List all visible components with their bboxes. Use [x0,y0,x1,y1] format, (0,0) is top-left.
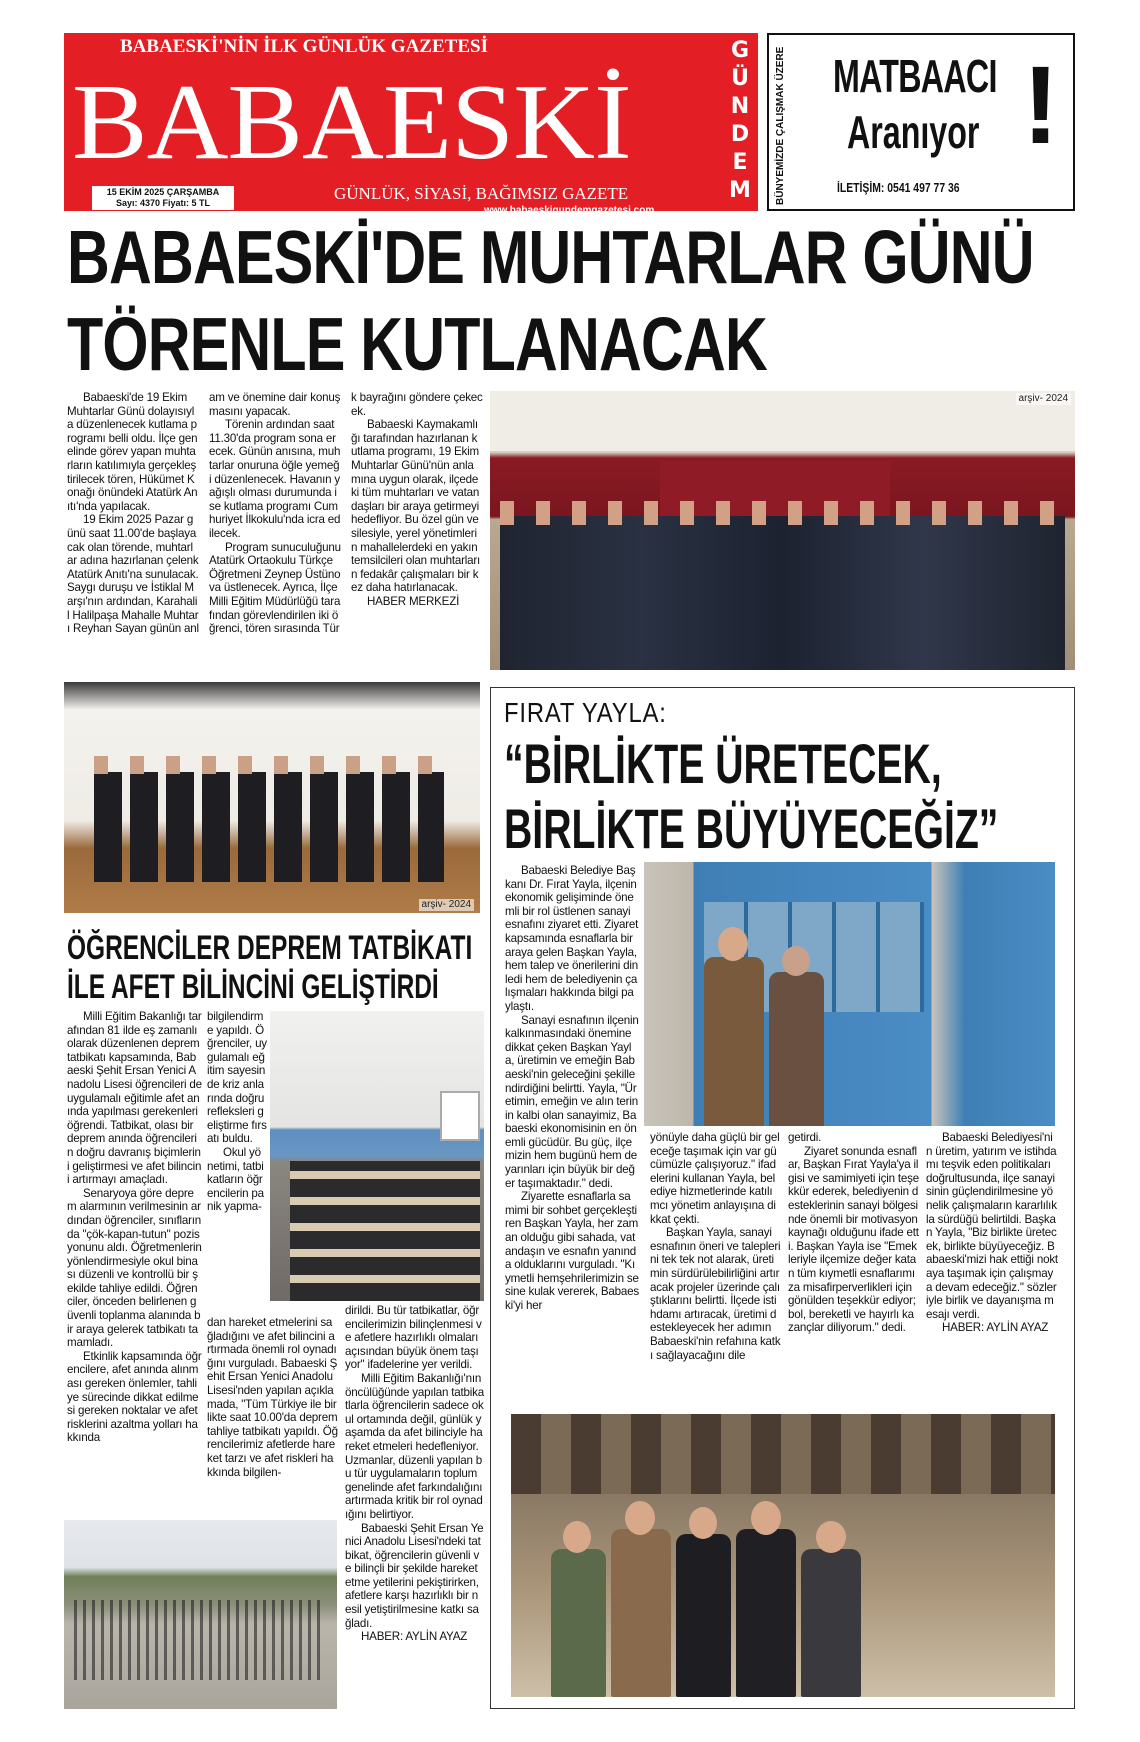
article2-col3 [345,1304,484,1644]
paragraph: Babaeski Şehit Ersan Yenici Anadolu Lisesi'ndeki tatbikat, öğrencilerin güvenli ve bilinçli bir şekilde hareket etme yetilerini pekiştirirken, afetlere karşı hazırlıklı bir nesil yetiştirilmesine katkı sağladı. [345,1521,484,1630]
paragraph: dirildi. Bu tür tatbikatlar, öğrencilerimizin bilinçlenmesi ve afetlere hazırlıklı olmaları açısından büyük önem taşıyor" ifadelerine yer verildi. [345,1304,482,1372]
mayor-visit-photo [644,862,1055,1126]
paragraph: Program sunuculuğunu Atatürk Ortaokulu Türkçe Öğretmeni Zeynep Üstünova üstlenecek. Ayrıca, İlçe Milli Eğitim Müdürlüğü tarafından görevlendirilen iki öğrenci, tören sırasında Türk bayrağını göndere çekecek. [209,391,483,636]
deprem-headline [67,929,472,1007]
headline-line: TÖRENLE KUTLANACAK [67,302,768,386]
photo-caption: arşiv- 2024 [419,899,474,911]
muhtars-group-photo [490,391,1075,670]
ad-vertical-text: BÜNYEMİZDE ÇALIŞMAK ÜZERE [775,46,786,205]
ceremony-photo [64,682,480,913]
paragraph: yönüyle daha güçlü bir geleceğe taşımak için var gücümüzle çalışıyoruz." ifadelerini kullanan Yayla, belediye hizmetlerinde katılımcı yönetim anlayışına dikkat çekti. [650,1131,780,1226]
job-ad [767,33,1075,211]
exclamation-mark: ! [1022,44,1059,167]
paragraph: Başkan Yayla, sanayi esnafının öneri ve taleplerini tek tek not alarak, üretimin sürdürülebilirliğini artıracak projeler üzerinde çalıştıklarını belirtti. İlçede istihdamı artıracak, üretimi destekleyecek her adımın Babaeski'nin refahına katkı sağlayacağını dile [650,1226,781,1362]
paragraph: getirdi. [788,1131,822,1144]
logo-letter: M [729,178,751,203]
article3-col2 [650,1131,781,1362]
article2-col1 [67,1010,202,1445]
workshop-group-photo [511,1414,1055,1697]
main-headline [67,214,1034,388]
article2-col2-narrow [207,1010,267,1214]
paragraph: Ziyarette esnaflarla samimi bir sohbet gerçekleştiren Başkan Yayla, her zaman olduğu gibi sahada, vatandaşın ve esnafın yanında olduklarını vurguladı. "Kıymetli hemşehrilerimizin sesine kulak vererek, Babaeski'yi her [505,1190,639,1312]
paragraph: Babaeski Belediyesi'nin üretim, yatırım ve istihdamı teşvik eden politikaları doğrultusunda, ilçe sanayisinin güçlendirilmesine yönelik çalışmaların kararlılıkla sürdüğü belirtildi. Başkan Yayla, "Biz birlikte üretecek, birlikte büyüyeceğiz. Babaeski'mizi hak ettiği noktaya taşımak için çalışmaya devam edeceğiz." sözleriyle birlik ve dayanışma mesajı verdi. [926,1131,1058,1321]
masthead [64,33,758,216]
paragraph: bilgilendirme yapıldı. Öğrenciler, uygulamalı eğitim sayesinde kriz anlarında doğru refleksleri geliştirme fırsatı buldu. [207,1010,267,1146]
paragraph: Milli Eğitim Bakanlığı'nın öncülüğünde yapılan tatbikatlarla öğrencilerin sadece okul ortamında değil, günlük yaşamda da afet bilinciyle hareket etmeleri hedefleniyor. Uzmanlar, düzenli yapılan bu tür uygulamaların toplum genelinde afet farkındalığını artırmada kritik bir rol oynadığını belirtiyor. [345,1371,484,1521]
ad-contact: İLETİŞİM: 0541 497 77 36 [837,180,960,195]
byline: HABER: AYLİN AYAZ [361,1630,468,1644]
issue-date: 15 EKİM 2025 ÇARŞAMBA [106,187,220,197]
paragraph: Okul yönetimi, tatbikatların öğrencilerin panik yapma- [207,1145,264,1214]
ad-subtitle: Aranıyor [847,106,980,158]
paragraph: Babaeski Belediye Başkanı Dr. Fırat Yayla, ilçenin ekonomik gelişiminde önemli bir rol üstlenen sanayi esnafını ziyaret etti. Ziyaret kapsamında esnaflarla bir araya gelen Başkan Yayla, hem talep ve önerilerini dinledi hem de belediyenin çalışmaları hakkında bilgi paylaştı. [505,864,639,1013]
paragraph: Senaryoya göre deprem alarmının verilmesinin ardından öğrenciler, sınıflarında "çök-kapan-tutun" pozisyonunu aldı. Öğretmenlerin yönlendirmesiyle okul binası düzenli ve kontrollü bir şekilde tahliye edildi. Öğrenciler, önceden belirlenen güvenli toplanma alanında bir araya gelerek tatbikatı tamamladı. [67,1186,202,1350]
paragraph: Babaeski Kaymakamlığı tarafından hazırlanan kutlama programı, 19 Ekim Muhtarlar Günü'nün anlamına uygun olarak, ilçedeki tüm muhtarları ve vatandaşları bir araya getirmeyi hedefliyor. Bu özel gün vesilesiyle, yerel yönetimlerin mahallelerdeki en yakın temsilcileri olan muhtarların fedakâr çalışmaları bir kez daha hatırlanacak. [351,418,481,595]
logo-letter: Ü [731,66,749,91]
issue-number-price: Sayı: 4370 Fiyatı: 5 TL [115,198,211,208]
byline: HABER MERKEZİ [367,594,460,608]
logo-letter: G [730,38,750,63]
byline: HABER: AYLİN AYAZ [942,1321,1049,1335]
paragraph: Milli Eğitim Bakanlığı tarafından 81 ilde eş zamanlı olarak düzenlenen deprem tatbikatı kapsamında, Babaeski Şehit Ersan Yenici Anadolu Lisesi öğrencileri de uygulamalı eğitimle afet anında yapılması gerekenleri öğrendi. Tatbikat, olası bir deprem anında öğrencilerin doğru davranış biçimlerini geliştirmesi ve afet bilincini artırmayı amaçladı. [67,1010,202,1187]
headline-line: BİRLİKTE BÜYÜYECEĞİZ” [504,796,999,860]
headline-line: İLE AFET BİLİNCİNİ GELİŞTİRDİ [67,968,439,1006]
article3-col1 [505,864,639,1313]
website-link[interactable]: www.babaeskigundemgazetesi.com [484,205,655,216]
paragraph: Ziyaret sonunda esnaflar, Başkan Fırat Yayla'ya ilgisi ve samimiyeti için teşekkür ederek, belediyenin desteklerinin sanayi bölgesinde önemli bir motivasyon kaynağı olduğunu ifade etti. Başkan Yayla ise "Emekleriyle ilçemize değer katan tüm kıymetli esnaflarımıza misafirperverlikleri için gönülden teşekkür ediyor; bol, bereketli ve hayırlı kazançlar diliyorum." dedi. [788,1144,919,1335]
masthead-tagline: BABAESKİ'NİN İLK GÜNLÜK GAZETESİ [120,36,488,57]
date-box [92,186,234,210]
article-kicker: FIRAT YAYLA: [504,697,667,728]
photo-caption: arşiv- 2024 [1016,393,1071,405]
article1-body [67,391,483,636]
article3-col3 [788,1131,919,1335]
paragraph: Sanayi esnafının ilçenin kalkınmasındaki önemine dikkat çeken Başkan Yayla, üretimin ve emeğin Babaeski'nin geleceğini şekillendirdiğini belirtti. Yayla, "Üretimin, emeğin ve alın terinin kalbi olan sanayimiz, Babaeski ekonomisinin en önemli gücüdür. Bu güç, ilçemizin hem bugünü hem de yarınları için büyük bir değer taşımaktadır." dedi. [505,1013,639,1190]
paragraph: Etkinlik kapsamında öğrencilere, afet anında alınması gereken önlemler, tahliye sürecinde dikkat edilmesi gereken noktalar ve afet risklerini azaltma yolları hakkında [67,1349,202,1445]
headline-line: BABAESKİ'DE MUHTARLAR GÜNÜ [67,215,1034,299]
paragraph: Törenin ardından saat 11.30'da program sona erecek. Günün anısına, muhtarlar onuruna öğle yemeği düzenlenecek. Havanın yağışlı olması durumunda ise kutlama programı Cumhuriyet İlkokulu'nda icra edilecek. [209,418,341,540]
masthead-slogan: GÜNLÜK, SİYASİ, BAĞIMSIZ GAZETE [334,184,629,203]
evacuation-yard-photo [64,1520,337,1709]
quote-headline [504,732,998,861]
classroom-drill-photo [270,1011,484,1301]
headline-line: ÖĞRENCİLER DEPREM TATBİKATI [67,929,473,967]
newspaper-logo: BABAESKİ [72,63,631,182]
paragraph: 19 Ekim 2025 Pazar günü saat 11.00'de başlayacak olan törende, muhtarlar adına hazırlanan çelenk Atatürk Anıtı'na sunulacak. Saygı duruşu ve İstiklal Marşı'nın ardından, Karahalil Halilpaşa Mahalle Muhtarı Reyhan Sayan günün anlam ve önemine dair konuşmasını yapacak. [67,391,341,636]
paragraph: Babaeski'de 19 Ekim Muhtarlar Günü dolayısıyla düzenlenecek kutlama programı belli oldu. İlçe genelinde görev yapan muhtarların katılımıyla gerçekleştirilecek tören, Hükümet Konağı önündeki Atatürk Anıtı'nda yapılacak. [67,391,198,513]
logo-side-gundem [726,37,754,205]
article3-col4 [926,1131,1058,1335]
ad-title: MATBAACI [833,50,997,102]
logo-letter: E [732,150,748,175]
logo-letter: D [730,122,750,147]
paragraph: dan hareket etmelerini sağladığını ve afet bilincini artırmada önemli rol oynadığını vurguladı. Babaeski Şehit Ersan Yenici Anadolu Lisesi'nden yapılan açıklamada, "Tüm Türkiye ile birlikte saat 10.00'da deprem tahliye tatbikatı yapıldı. Öğrencilerimiz afetlerde hareket tarzı ve afet riskleri hakkında bilgilen- [207,1316,338,1479]
headline-line: “BİRLİKTE ÜRETECEK, [504,732,942,795]
logo-letter: N [730,94,750,119]
article2-col2-wide [207,1316,338,1479]
